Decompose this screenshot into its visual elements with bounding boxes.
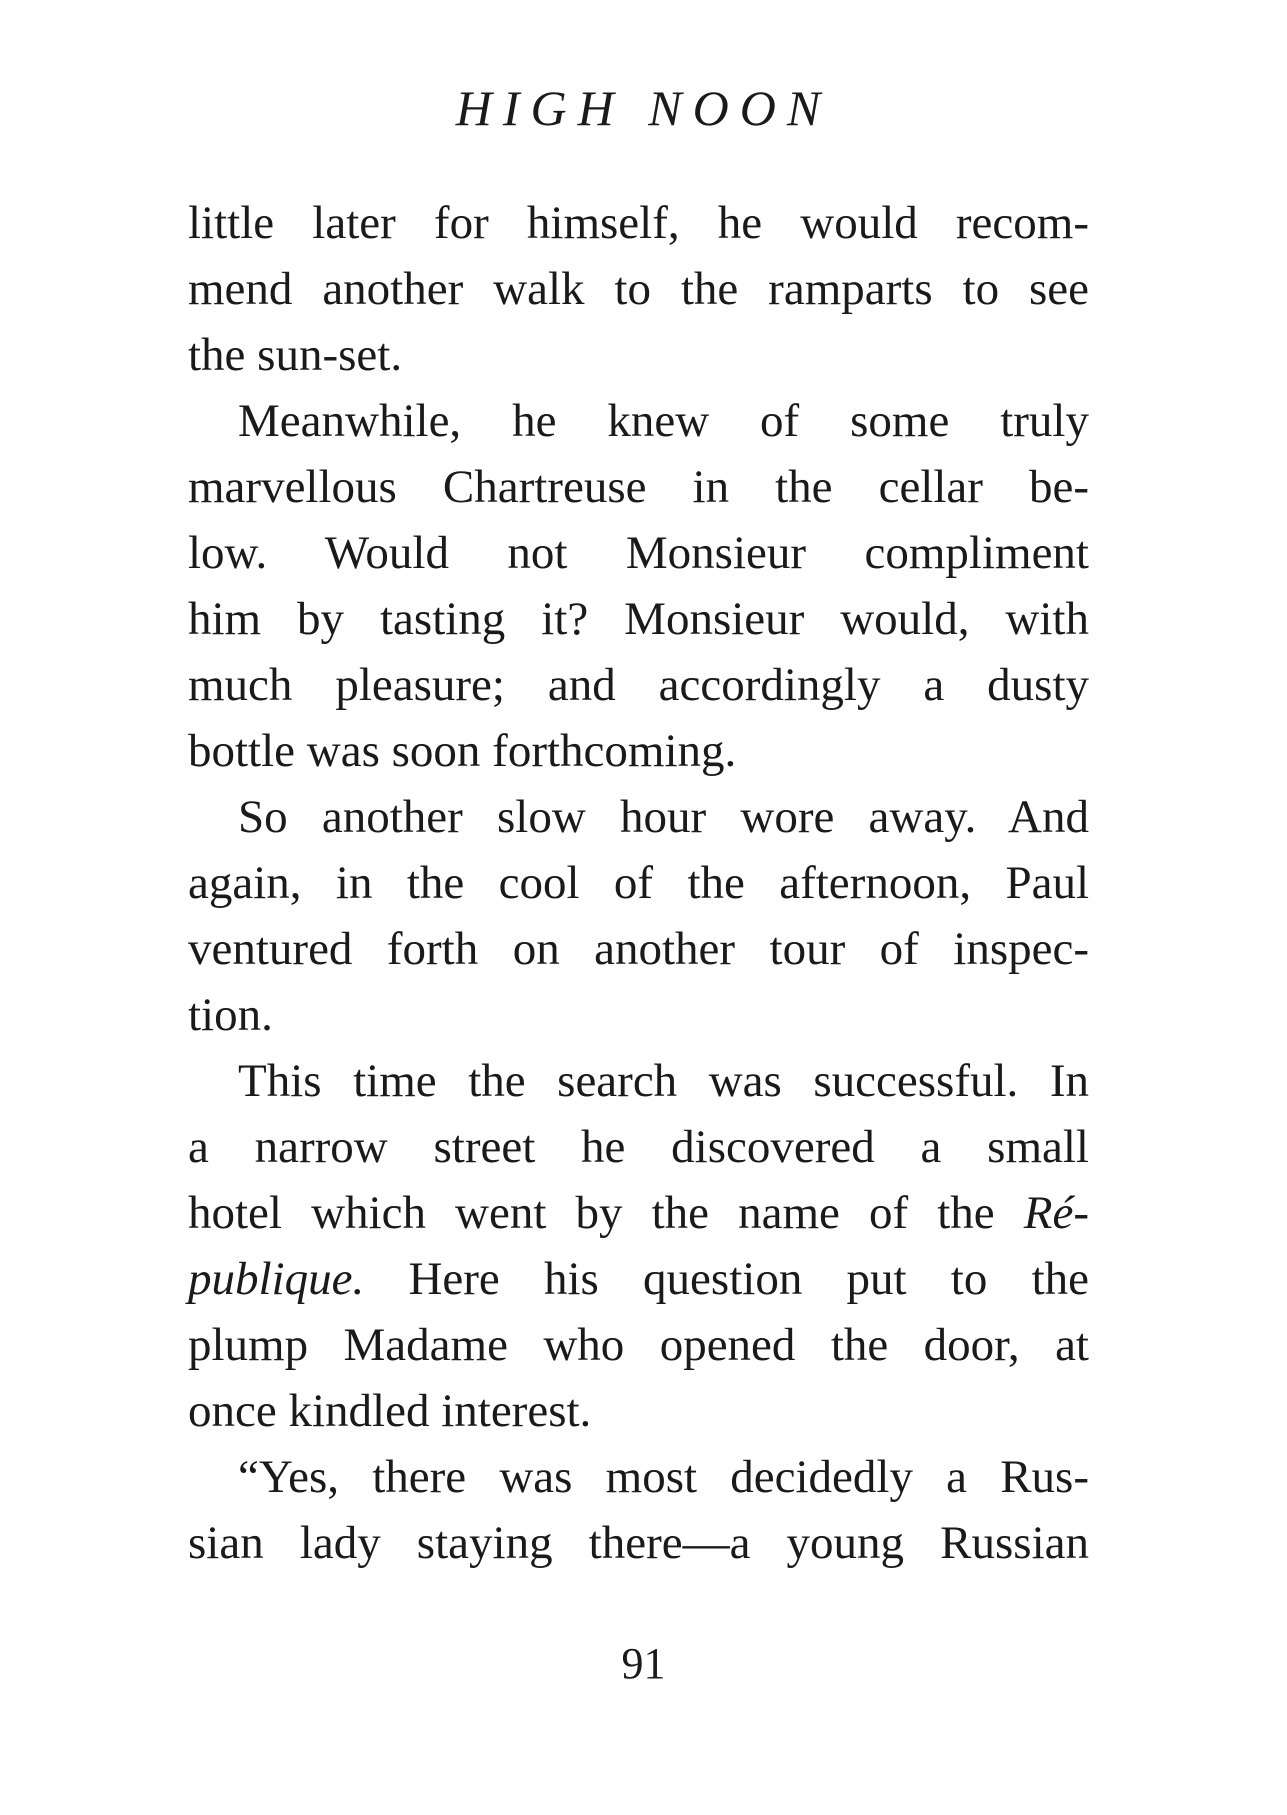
text-line: little later for himself, he would recom-: [188, 197, 1089, 249]
text-line: marvellous Chartreuse in the cellar be-: [188, 461, 1089, 513]
page-number: 91: [621, 1639, 666, 1688]
text-line: ventured forth on another tour of inspec-: [188, 923, 1089, 975]
italic-hotel-name: publique.: [188, 1253, 365, 1305]
running-head: HIGH NOON: [455, 80, 832, 136]
body-text: [188, 190, 1089, 1576]
text-line: This time the search was successful. In: [238, 1055, 1089, 1107]
text-line: bottle was soon forthcoming.: [188, 725, 737, 777]
text-line: the sun-set.: [188, 329, 403, 381]
text-line: low. Would not Monsieur compliment: [188, 527, 1089, 579]
text-line: a narrow street he discovered a small: [188, 1121, 1089, 1173]
text-line italic-line: hotel which went by the name of the Ré-: [188, 1187, 1089, 1239]
text-line: once kindled interest.: [188, 1385, 592, 1437]
text-line: sian lady staying there—a young Russian: [188, 1517, 1089, 1569]
italic-hotel-name: Ré-: [1023, 1187, 1089, 1239]
text-line italic-line: publique. Here his question put to the: [188, 1253, 1089, 1305]
text-line: him by tasting it? Monsieur would, with: [188, 593, 1089, 645]
text-line: tion.: [188, 989, 273, 1041]
text-line: So another slow hour wore away. And: [238, 791, 1089, 843]
text-line: plump Madame who opened the door, at: [188, 1319, 1089, 1371]
text-line: “Yes, there was most decidedly a Rus-: [238, 1451, 1089, 1503]
text-line: Meanwhile, he knew of some truly: [238, 395, 1089, 447]
text-line: mend another walk to the ramparts to see: [188, 263, 1089, 315]
text-line: again, in the cool of the afternoon, Paul: [188, 857, 1089, 909]
text-line: much pleasure; and accordingly a dusty: [188, 659, 1089, 711]
